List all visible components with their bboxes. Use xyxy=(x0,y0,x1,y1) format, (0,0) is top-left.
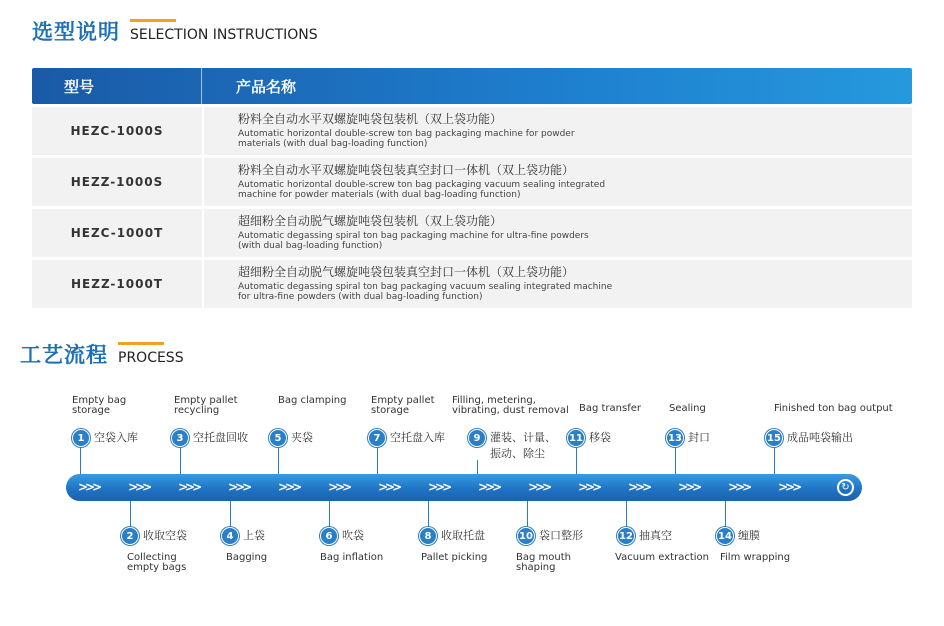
step-number: 14 xyxy=(716,527,734,545)
chevrons-icon: >>> xyxy=(78,480,100,494)
chevrons-icon: >>> xyxy=(428,480,450,494)
process-step-7 xyxy=(368,429,445,447)
step-number: 9 xyxy=(468,429,486,447)
step-number: 15 xyxy=(765,429,783,447)
step-zh: 吹袋 xyxy=(342,529,364,542)
step-number: 13 xyxy=(666,429,684,447)
row-name-en: Automatic horizontal double-screw ton bag packaging machine for powder materials (with dual bag-loading function) xyxy=(238,129,575,149)
connector-line xyxy=(774,448,775,476)
step-en: Empty bag storage xyxy=(72,395,127,416)
row-name-zh: 超细粉全自动脱气螺旋吨袋包装真空封口一体机（双上袋功能） xyxy=(238,265,575,279)
step-zh: 收取托盘 xyxy=(441,529,485,542)
step-number: 4 xyxy=(221,527,239,545)
process-title-cn: 工艺流程 xyxy=(20,343,108,367)
step-zh: 袋口整形 xyxy=(539,529,583,542)
header-name: 产品名称 xyxy=(236,77,297,96)
step-en: Bag mouth shaping xyxy=(516,552,571,573)
step-number: 11 xyxy=(567,429,585,447)
step-number: 3 xyxy=(171,429,189,447)
selection-title xyxy=(32,20,318,44)
step-en: Pallet picking xyxy=(421,552,488,563)
process-step-13 xyxy=(666,429,710,447)
connector-line xyxy=(180,448,181,476)
step-number: 7 xyxy=(368,429,386,447)
process-step-3 xyxy=(171,429,248,447)
step-zh: 收取空袋 xyxy=(143,529,187,542)
connector-line xyxy=(428,500,429,528)
connector-line xyxy=(675,448,676,476)
selection-title-cn: 选型说明 xyxy=(32,20,120,44)
process-title xyxy=(20,343,184,367)
chevrons-icon: >>> xyxy=(778,480,800,494)
connector-line xyxy=(329,500,330,528)
connector-line xyxy=(230,500,231,528)
row-model: HEZZ-1000S xyxy=(32,158,202,206)
step-en: Bag transfer xyxy=(579,403,642,414)
chevrons-icon: >>> xyxy=(728,480,750,494)
row-name-zh: 粉料全自动水平双螺旋吨袋包装机（双上袋功能） xyxy=(238,112,503,126)
step-number: 5 xyxy=(269,429,287,447)
step-en: Empty pallet recycling xyxy=(174,395,238,416)
step-zh: 空托盘回收 xyxy=(193,431,248,444)
step-zh: 缠膜 xyxy=(738,529,760,542)
step-en: Finished ton bag output xyxy=(774,403,893,414)
chevrons-icon: >>> xyxy=(378,480,400,494)
selection-table xyxy=(32,68,912,308)
table-row xyxy=(32,107,912,155)
row-model: HEZC-1000T xyxy=(32,209,202,257)
chevrons-icon: >>> xyxy=(178,480,200,494)
step-zh: 空袋入库 xyxy=(94,431,138,444)
step-en: Bag inflation xyxy=(320,552,384,563)
process-step-10 xyxy=(517,527,583,545)
row-name-en: Automatic horizontal double-screw ton bag packaging vacuum sealing integrated machine for powder materials (with dual bag-loading function) xyxy=(238,180,606,200)
step-zh: 夹袋 xyxy=(291,431,313,444)
step-en: Empty pallet storage xyxy=(371,395,435,416)
process-bar xyxy=(66,474,862,501)
chevrons-icon: >>> xyxy=(128,480,150,494)
step-en: Filling, metering, vibrating, dust removal xyxy=(452,395,569,416)
step-zh: 空托盘入库 xyxy=(390,431,445,444)
step-number: 10 xyxy=(517,527,535,545)
chevrons-icon: >>> xyxy=(678,480,700,494)
step-zh: 抽真空 xyxy=(639,529,672,542)
process-step-5 xyxy=(269,429,313,447)
step-number: 12 xyxy=(617,527,635,545)
connector-line xyxy=(527,500,528,528)
step-en: Bag clamping xyxy=(278,395,347,406)
step-zh: 封口 xyxy=(688,431,710,444)
step-number: 8 xyxy=(419,527,437,545)
process-step-8 xyxy=(419,527,485,545)
table-row xyxy=(32,260,912,308)
process-step-2 xyxy=(121,527,187,545)
connector-line xyxy=(626,500,627,528)
step-en: Film wrapping xyxy=(720,552,791,563)
step-zh: 灌装、计量、 振动、除尘 xyxy=(490,431,556,460)
process-step-4 xyxy=(221,527,265,545)
process-step-15 xyxy=(765,429,853,447)
row-name-en: Automatic degassing spiral ton bag packaging machine for ultra-fine powders (with dual bag-loading function) xyxy=(238,231,589,251)
connector-line xyxy=(130,500,131,528)
cycle-icon: ↻ xyxy=(837,479,854,496)
step-en: Collecting empty bags xyxy=(127,552,187,573)
step-number: 1 xyxy=(72,429,90,447)
process-step-12 xyxy=(617,527,672,545)
process-step-9 xyxy=(468,429,556,462)
chevrons-icon: >>> xyxy=(478,480,500,494)
row-name-zh: 超细粉全自动脱气螺旋吨袋包装机（双上袋功能） xyxy=(238,214,503,228)
row-model: HEZC-1000S xyxy=(32,107,202,155)
table-row xyxy=(32,209,912,257)
selection-title-en: SELECTION INSTRUCTIONS xyxy=(130,27,318,43)
chevrons-icon: >>> xyxy=(328,480,350,494)
process-title-en: PROCESS xyxy=(118,350,184,366)
header-model: 型号 xyxy=(32,68,202,104)
chevrons-icon: >>> xyxy=(228,480,250,494)
step-en: Vacuum extraction xyxy=(615,552,709,563)
process-step-1 xyxy=(72,429,138,447)
step-en: Sealing xyxy=(669,403,706,414)
step-zh: 成品吨袋输出 xyxy=(787,431,853,444)
row-model: HEZZ-1000T xyxy=(32,260,202,308)
process-step-11 xyxy=(567,429,611,447)
table-row xyxy=(32,158,912,206)
connector-line xyxy=(725,500,726,528)
step-number: 2 xyxy=(121,527,139,545)
chevrons-icon: >>> xyxy=(528,480,550,494)
connector-line xyxy=(80,448,81,476)
row-name-en: Automatic degassing spiral ton bag packaging vacuum sealing integrated machine for ultra-fine powders (with dual bag-loading function) xyxy=(238,282,613,302)
connector-line xyxy=(377,448,378,476)
step-number: 6 xyxy=(320,527,338,545)
chevrons-icon: >>> xyxy=(278,480,300,494)
step-zh: 移袋 xyxy=(589,431,611,444)
connector-line xyxy=(278,448,279,476)
step-zh: 上袋 xyxy=(243,529,265,542)
chevrons-icon: >>> xyxy=(628,480,650,494)
table-header xyxy=(32,68,912,104)
row-name-zh: 粉料全自动水平双螺旋吨袋包装真空封口一体机（双上袋功能） xyxy=(238,163,575,177)
connector-line xyxy=(576,448,577,476)
step-en: Bagging xyxy=(226,552,268,563)
process-step-6 xyxy=(320,527,364,545)
chevrons-icon: >>> xyxy=(578,480,600,494)
process-step-14 xyxy=(716,527,760,545)
